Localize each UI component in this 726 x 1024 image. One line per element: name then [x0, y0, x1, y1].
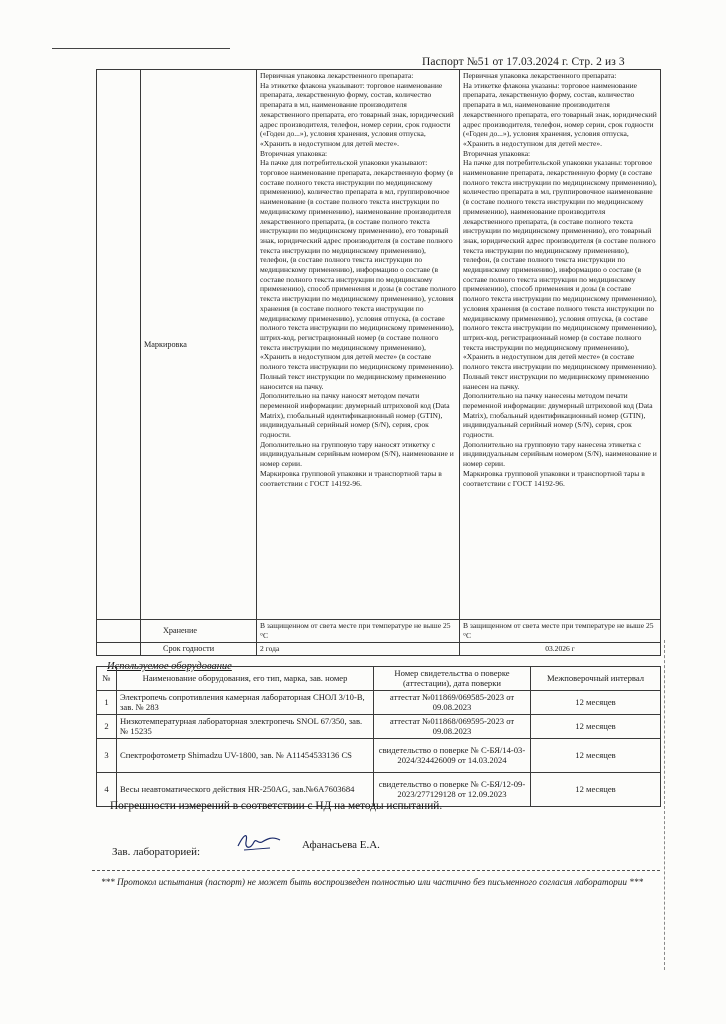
signature-label: Зав. лабораторией:	[112, 846, 201, 858]
quality-table	[96, 69, 661, 656]
table-row	[97, 738, 661, 772]
equipment-interval: 12 месяцев	[531, 772, 661, 806]
table-row	[97, 714, 661, 738]
col-name-header: Наименование оборудования, его тип, марка, зав. номер	[117, 667, 374, 691]
shelf-life-label: Срок годности	[141, 643, 257, 656]
marking-result: Первичная упаковка лекарственного препарата: На этикетке флакона указаны: торговое наименование препарата, лекарственную форму, состав, количество препарата в мл, наименование производителя лекарственного препарата, его товарный знак, юридический адрес производителя, телефон, номер серии, срок годности («Годен до...»), условия хранения, условия отпуска, «Хранить в недоступном для детей месте». Вторичная упаковка: На пачке для потребительской упаковки указаны: торговое наименование препарата, лекарственную форму (в составе полного текста инструкции по медицинскому применению), количество препарата в мл, группировочное наименование (в составе полного текста инструкции по медицинскому применению), наименование производителя лекарственного препарата, (в составе полного текста инструкции по медицинскому применению), его товарный знак, юридический адрес производителя (в составе полного текста инструкции по медицинскому применению), телефон, (в составе полного текста инструкции по медицинскому применению), информацию о составе (в составе полного текста инструкции по медицинскому применению), способ применения и дозы (в составе полного текста инструкции по медицинскому применению), условия хранения (в составе полного текста инструкции по медицинскому применению), условия отпуска, (в составе полного текста инструкции по медицинскому применению), штрих-код, регистрационный номер (в составе полного текста инструкции по медицинскому применению), «Хранить в недоступном для детей месте» (в составе полного текста инструкции по медицинскому применению). Полный текст инструкции по медицинскому применению нанесен на пачку. Дополнительно на пачку нанесены методом печати переменной информации: двумерный штриховой код (Data Matrix), глобальный идентификационный номер (GTIN), индивидуальный серийный номер (S/N), серия, срок годности. Дополнительно на групповую тару нанесена этикетка с индивидуальным серийным номером (S/N), наименование и номер серии. Маркировка групповой упаковки и транспортной тары в соответствии с ГОСТ 14192-96.	[460, 70, 661, 620]
equipment-header-row	[97, 667, 661, 691]
equipment-cert: аттестат №011869/069585-2023 от 09.08.2023	[374, 690, 531, 714]
measurement-errors-note: Погрешности измерений в соответствии с НД на методы испытаний.	[110, 800, 443, 812]
col-interval-header: Межповерочный интервал	[531, 667, 661, 691]
col-cert-header: Номер свидетельства о поверке (аттестации), дата поверки	[374, 667, 531, 691]
handwritten-signature	[234, 830, 282, 854]
row-number-cell	[97, 70, 141, 620]
marking-requirement: Первичная упаковка лекарственного препарата: На этикетке флакона указывают: торговое наименование препарата, лекарственную форму, состав, количество препарата в мл, наименование производителя лекарственного препарата, его товарный знак, юридический адрес производителя, телефон, номер серии, срок годности («Годен до...»), условия хранения, условия отпуска, «Хранить в недоступном для детей месте». Вторичная упаковка: На пачке для потребительской упаковки указывают: торговое наименование препарата, лекарственную форму (в составе полного текста инструкции по медицинскому применению), количество препарата в мл, группировочное наименование (в составе полного текста инструкции по медицинскому применению), наименование производителя лекарственного препарата, (в составе полного текста инструкции по медицинскому применению), его товарный знак, юридический адрес производителя (в составе полного текста инструкции по медицинскому применению), телефон, (в составе полного текста инструкции по медицинскому применению), информацию о составе (в составе полного текста инструкции по медицинскому применению), способ применения и дозы (в составе полного текста инструкции по медицинскому применению), условия хранения (в составе полного текста инструкции по медицинскому применению), условия отпуска, (в составе полного текста инструкции по медицинскому применению), штрих-код, регистрационный номер (в составе полного текста инструкции по медицинскому применению), «Хранить в недоступном для детей месте» (в составе полного текста инструкции по медицинскому применению). Полный текст инструкции по медицинскому применению наносится на пачку. Дополнительно на пачку наносят методом печати переменной информации: двумерный штриховой код (Data Matrix), глобальный идентификационный номер (GTIN), индивидуальный серийный номер (S/N), серия, срок годности. Дополнительно на групповую тару наносят этикетку с индивидуальным серийным номером (S/N), наименование и номер серии. Маркировка групповой упаковки и транспортной тары в соответствии с ГОСТ 14192-96.	[257, 70, 460, 620]
signer-name: Афанасьева Е.А.	[302, 839, 380, 851]
footer-divider	[92, 870, 660, 871]
storage-requirement: В защищенном от света месте при температуре не выше 25 °С	[257, 620, 460, 643]
equipment-cert: аттестат №011868/069595-2023 от 09.08.2023	[374, 714, 531, 738]
equipment-name: Весы неавтоматического действия HR-250AG, зав.№6А7603684	[117, 772, 374, 806]
page-header: Паспорт №51 от 17.03.2024 г. Стр. 2 из 3	[422, 56, 625, 68]
row-num: 3	[97, 738, 117, 772]
marking-row	[97, 70, 661, 620]
equipment-cert: свидетельство о поверке № С-БЯ/14-03-2024/324426009 от 14.03.2024	[374, 738, 531, 772]
equipment-title: Используемое оборудование	[107, 661, 232, 672]
top-rule	[52, 48, 230, 49]
storage-row	[97, 620, 661, 643]
marking-label: Маркировка	[141, 70, 257, 620]
equipment-interval: 12 месяцев	[531, 738, 661, 772]
equipment-interval: 12 месяцев	[531, 714, 661, 738]
shelf-life-result: 03.2026 г	[460, 643, 661, 656]
table-row	[97, 690, 661, 714]
equipment-table	[96, 666, 661, 807]
row-num: 1	[97, 690, 117, 714]
storage-label: Хранение	[141, 620, 257, 643]
equipment-cert: свидетельство о поверке № С-БЯ/12-09-2023/277129128 от 12.09.2023	[374, 772, 531, 806]
equipment-name: Низкотемпературная лабораторная электропечь SNOL 67/350, зав.№ 15235	[117, 714, 374, 738]
shelf-life-row	[97, 643, 661, 656]
copy-restriction-footer: *** Протокол испытания (паспорт) не может быть воспроизведен полностью или частично без письменного согласия лаборатории ***	[100, 877, 644, 887]
scan-edge-line	[664, 640, 665, 970]
equipment-interval: 12 месяцев	[531, 690, 661, 714]
col-num-header: №	[97, 667, 117, 691]
equipment-name: Спектрофотометр Shimadzu UV-1800, зав. № A11454533136 CS	[117, 738, 374, 772]
row-num: 2	[97, 714, 117, 738]
equipment-name: Электропечь сопротивления камерная лабораторная СНОЛ 3/10-В, зав. № 283	[117, 690, 374, 714]
row-num: 4	[97, 772, 117, 806]
shelf-life-requirement: 2 года	[257, 643, 460, 656]
storage-result: В защищенном от света месте при температуре не выше 25 °С	[460, 620, 661, 643]
